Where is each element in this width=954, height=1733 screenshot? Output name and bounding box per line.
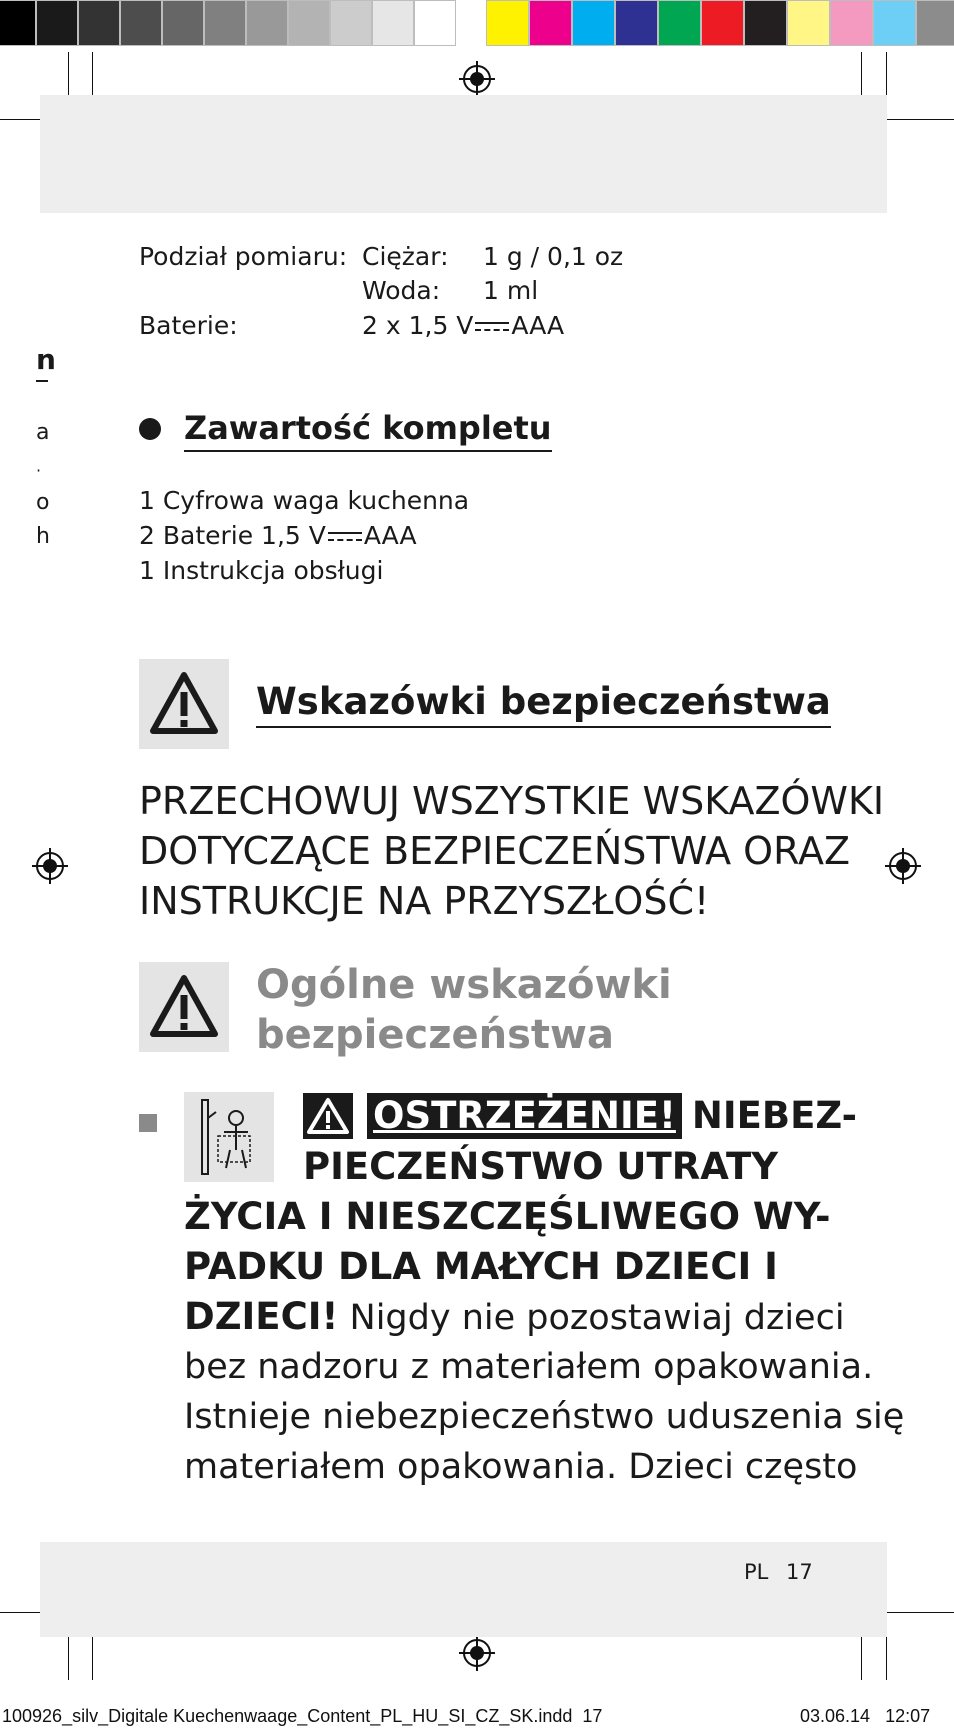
spec-water-label: Woda: <box>362 276 441 305</box>
gray-swatch <box>78 0 120 46</box>
warning-triangle-icon <box>303 1093 353 1139</box>
spec-resolution-label: Podział pomiaru: <box>139 242 348 271</box>
dc-symbol-icon <box>328 530 362 544</box>
registration-mark <box>885 848 921 884</box>
margin-fragment: h <box>36 524 50 549</box>
warning-line: ŻYCIA I NIESZCZĘŚLIWEGO WY- <box>184 1195 831 1238</box>
general-safety-heading: bezpieczeństwa <box>256 1012 614 1058</box>
contents-item2-pre: 2 Baterie 1,5 V <box>139 521 326 550</box>
footer-lang: PL <box>744 1560 769 1584</box>
warning-line <box>184 1292 845 1343</box>
gray-swatch <box>36 0 78 46</box>
contents-heading: Zawartość kompletu <box>184 408 552 452</box>
spec-battery-value-pre: 2 x 1,5 V <box>362 311 474 340</box>
gray-swatch <box>372 0 414 46</box>
spec-weight-label: Ciężar: <box>362 242 449 271</box>
margin-fragment: a <box>36 420 50 445</box>
margin-fragment: · <box>36 461 42 480</box>
gray-swatch <box>330 0 372 46</box>
square-bullet <box>139 1114 157 1132</box>
margin-fragment: n <box>36 343 56 376</box>
dc-symbol-icon <box>475 320 509 334</box>
warning-line: PADKU DLA MAŁYCH DZIECI I <box>184 1245 778 1288</box>
registration-mark <box>459 1635 495 1671</box>
margin-fragment-rule <box>36 380 48 382</box>
warning-children-bold: DZIECI! <box>184 1295 339 1338</box>
keep-instructions-line: PRZECHOWUJ WSZYSTKIE WSKAZÓWKI <box>139 779 885 823</box>
warning-line: materiałem opakowania. Dzieci często <box>184 1447 858 1487</box>
spec-battery-value-post: AAA <box>511 311 565 340</box>
crop-mark <box>68 1630 69 1680</box>
gray-swatch <box>120 0 162 46</box>
spec-battery-value <box>362 311 564 341</box>
footer-page-number: 17 <box>786 1560 813 1584</box>
color-swatch <box>787 0 830 46</box>
contents-item <box>139 521 417 551</box>
color-swatch <box>615 0 658 46</box>
bullet-dot <box>139 418 161 440</box>
warning-triangle-inline <box>303 1093 353 1139</box>
registration-mark <box>32 848 68 884</box>
crop-mark <box>886 1630 887 1680</box>
slug-time: 12:07 <box>885 1706 931 1726</box>
crop-mark <box>880 119 954 120</box>
child-hazard-icon <box>184 1092 274 1182</box>
color-swatch <box>658 0 701 46</box>
warning-line: bez nadzoru z materiałem opakowania. <box>184 1347 874 1387</box>
color-swatch <box>529 0 572 46</box>
slug-date: 03.06.14 <box>800 1706 871 1726</box>
warning-triangle-icon <box>139 659 229 749</box>
keep-instructions-line: INSTRUKCJE NA PRZYSZŁOŚĆ! <box>139 879 710 923</box>
contents-item: 1 Instrukcja obsługi <box>139 556 384 585</box>
gray-swatch <box>0 0 36 46</box>
keep-instructions-line: DOTYCZĄCE BEZPIECZEŃSTWA ORAZ <box>139 829 850 873</box>
color-bar <box>0 0 954 46</box>
color-swatch <box>744 0 787 46</box>
child-hazard-box <box>184 1092 274 1182</box>
gray-swatch <box>288 0 330 46</box>
slug-filename <box>2 1705 602 1727</box>
warning-label-group <box>303 1093 857 1143</box>
color-swatch <box>486 0 529 46</box>
contents-item: 1 Cyfrowa waga kuchenna <box>139 486 470 515</box>
warning-label: OSTRZEŻENIE! <box>367 1093 682 1139</box>
warning-box <box>139 962 229 1052</box>
gray-swatch <box>162 0 204 46</box>
general-safety-heading: Ogólne wskazówki <box>256 962 672 1008</box>
color-swatch <box>873 0 916 46</box>
color-swatch <box>572 0 615 46</box>
color-swatch <box>701 0 744 46</box>
safety-heading: Wskazówki bezpieczeństwa <box>256 680 831 728</box>
warning-triangle-icon <box>139 962 229 1052</box>
margin-fragment: o <box>36 490 50 515</box>
registration-mark <box>459 61 495 97</box>
crop-mark <box>92 1630 93 1680</box>
spec-weight-value: 1 g / 0,1 oz <box>483 242 624 271</box>
warning-line: PIECZEŃSTWO UTRATY <box>303 1145 778 1188</box>
slug-page: 17 <box>582 1706 603 1726</box>
slug-file: 100926_silv_Digitale Kuechenwaage_Content_PL_HU_SI_CZ_SK.indd <box>2 1706 573 1726</box>
header-band <box>40 95 887 213</box>
color-swatch <box>830 0 873 46</box>
warning-line: Istnieje niebezpieczeństwo uduszenia się <box>184 1397 905 1437</box>
warning-box <box>139 659 229 749</box>
gray-swatch <box>204 0 246 46</box>
gray-swatch <box>246 0 288 46</box>
crop-mark <box>880 1612 954 1613</box>
gray-swatch <box>414 0 456 46</box>
spec-battery-label: Baterie: <box>139 311 238 340</box>
slug-datetime <box>800 1705 930 1727</box>
color-swatch <box>916 0 954 46</box>
warning-line1-rest: NIEBEZ- <box>691 1094 857 1137</box>
warning-line5-rest: Nigdy nie pozostawiaj dzieci <box>349 1298 845 1338</box>
crop-mark <box>861 1630 862 1680</box>
contents-item2-post: AAA <box>363 521 417 550</box>
spec-water-value: 1 ml <box>483 276 539 305</box>
